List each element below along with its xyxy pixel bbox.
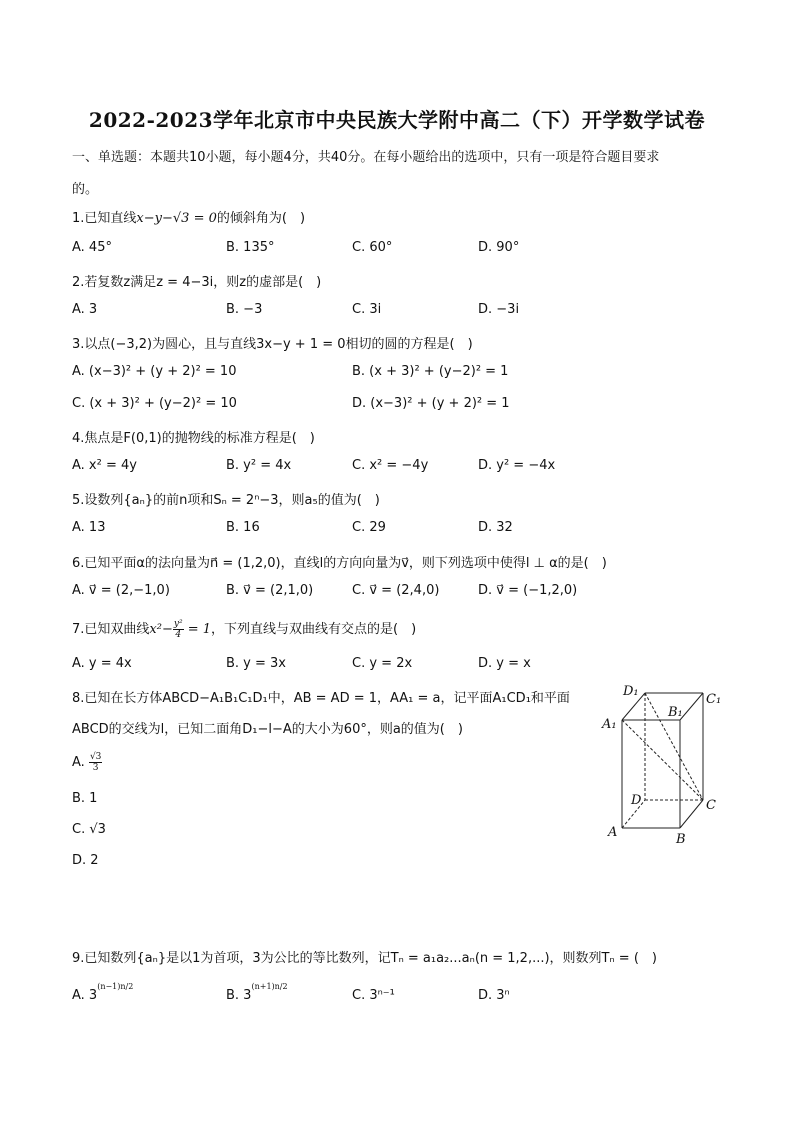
q9-option-d[interactable]: D. 3ⁿ bbox=[478, 988, 510, 1003]
fraction bbox=[173, 619, 184, 640]
q2-option-b[interactable]: B. −3 bbox=[226, 302, 263, 317]
question-3 bbox=[72, 333, 473, 352]
q8-option-a[interactable] bbox=[72, 752, 102, 773]
label-c1: C₁ bbox=[706, 692, 722, 707]
q4-option-b[interactable]: B. y² = 4x bbox=[226, 458, 292, 473]
section-instructions: 一、单选题：本题共10小题，每小题4分，共40分。在每小题给出的选项中，只有一项是符合题目要求 bbox=[72, 150, 660, 165]
question-5 bbox=[72, 489, 380, 508]
question-text-tail: 的倾斜角为( ) bbox=[216, 211, 306, 226]
cuboid-figure bbox=[600, 680, 730, 850]
question-number: 7. bbox=[72, 622, 85, 637]
question-9 bbox=[72, 947, 657, 966]
q7-option-a[interactable]: A. y = 4x bbox=[72, 656, 132, 671]
q6-option-d[interactable]: D. v⃗ = (−1,2,0) bbox=[478, 583, 578, 598]
question-7 bbox=[72, 618, 416, 640]
question-number: 9. bbox=[72, 951, 85, 966]
edge-b-c bbox=[680, 800, 703, 828]
q9-option-a[interactable] bbox=[72, 982, 133, 1003]
q8-option-d[interactable]: D. 2 bbox=[72, 853, 99, 868]
option-label: B. 3 bbox=[226, 988, 252, 1003]
diagonal-a1-c bbox=[622, 720, 703, 800]
q3-option-d[interactable]: D. (x−3)² + (y + 2)² = 1 bbox=[352, 396, 510, 411]
q7-option-c[interactable]: C. y = 2x bbox=[352, 656, 413, 671]
q1-option-a[interactable]: A. 45° bbox=[72, 240, 112, 255]
edge-b1-c1 bbox=[680, 693, 703, 720]
label-d1: D₁ bbox=[623, 684, 639, 699]
math-expression: x²− bbox=[149, 622, 173, 637]
math-expression: x−y−√3 = 0 bbox=[136, 211, 217, 226]
q4-option-c[interactable]: C. x² = −4y bbox=[352, 458, 429, 473]
fraction-numerator: √3 bbox=[89, 752, 102, 762]
label-a: A bbox=[608, 825, 618, 840]
question-number: 4. bbox=[72, 431, 85, 446]
q5-option-b[interactable]: B. 16 bbox=[226, 520, 260, 535]
exponent: (n+1)n/2 bbox=[251, 982, 288, 991]
label-c: C bbox=[706, 798, 716, 813]
question-number: 6. bbox=[72, 556, 85, 571]
question-number: 3. bbox=[72, 337, 85, 352]
q6-option-b[interactable]: B. v⃗ = (2,1,0) bbox=[226, 583, 314, 598]
q7-option-d[interactable]: D. y = x bbox=[478, 656, 531, 671]
question-text: 已知平面α的法向量为n⃗ = (1,2,0)，直线l的方向向量为v⃗，则下列选项中使得l ⊥ α的是( ) bbox=[84, 556, 607, 571]
exponent: (n−1)n/2 bbox=[97, 982, 134, 991]
question-text: 设数列{aₙ}的前n项和Sₙ = 2ⁿ−3，则a₅的值为( ) bbox=[84, 493, 380, 508]
question-text: 已知在长方体ABCD−A₁B₁C₁D₁中，AB = AD = 1，AA₁ = a，记平面A₁CD₁和平面 bbox=[84, 691, 570, 706]
q1-option-d[interactable]: D. 90° bbox=[478, 240, 520, 255]
question-8 bbox=[72, 687, 570, 706]
math-expression-tail: = 1 bbox=[183, 622, 211, 637]
label-d: D bbox=[631, 793, 642, 808]
question-text: 焦点是F(0,1)的抛物线的标准方程是( ) bbox=[84, 431, 315, 446]
q3-option-c[interactable]: C. (x + 3)² + (y−2)² = 10 bbox=[72, 396, 237, 411]
question-text: 已知双曲线 bbox=[84, 622, 150, 637]
q2-option-a[interactable]: A. 3 bbox=[72, 302, 98, 317]
question-4 bbox=[72, 427, 315, 446]
option-label: A. bbox=[72, 755, 85, 770]
question-text-tail: ，下列直线与双曲线有交点的是( ) bbox=[211, 622, 417, 637]
page-title: 2022-2023学年北京市中央民族大学附中高二（下）开学数学试卷 bbox=[88, 108, 706, 132]
question-text: 以点(−3,2)为圆心，且与直线3x−y + 1 = 0相切的圆的方程是( ) bbox=[84, 337, 473, 352]
q4-option-d[interactable]: D. y² = −4x bbox=[478, 458, 556, 473]
fraction-denominator: 3 bbox=[92, 763, 99, 773]
question-text: 若复数z满足z = 4−3i，则z的虚部是( ) bbox=[84, 275, 322, 290]
question-number: 5. bbox=[72, 493, 85, 508]
q6-option-a[interactable]: A. v⃗ = (2,−1,0) bbox=[72, 583, 170, 598]
fraction-numerator: y² bbox=[173, 619, 183, 629]
q8-option-b[interactable]: B. 1 bbox=[72, 791, 98, 806]
q1-option-b[interactable]: B. 135° bbox=[226, 240, 275, 255]
q8-option-c[interactable]: C. √3 bbox=[72, 822, 106, 837]
question-text: 已知直线 bbox=[84, 211, 137, 226]
fraction bbox=[89, 752, 102, 773]
q9-option-b[interactable] bbox=[226, 982, 288, 1003]
label-b: B bbox=[676, 832, 686, 847]
question-8-cont: ABCD的交线为l，已知二面角D₁−l−A的大小为60°，则a的值为( ) bbox=[72, 722, 463, 737]
q2-option-c[interactable]: C. 3i bbox=[352, 302, 382, 317]
fraction-denominator: 4 bbox=[175, 630, 182, 640]
q5-option-a[interactable]: A. 13 bbox=[72, 520, 106, 535]
question-1 bbox=[72, 207, 305, 226]
q3-option-a[interactable]: A. (x−3)² + (y + 2)² = 10 bbox=[72, 364, 237, 379]
q1-option-c[interactable]: C. 60° bbox=[352, 240, 393, 255]
question-number: 8. bbox=[72, 691, 85, 706]
question-6 bbox=[72, 552, 607, 571]
q2-option-d[interactable]: D. −3i bbox=[478, 302, 520, 317]
question-number: 2. bbox=[72, 275, 85, 290]
q5-option-c[interactable]: C. 29 bbox=[352, 520, 386, 535]
q4-option-a[interactable]: A. x² = 4y bbox=[72, 458, 137, 473]
section-instructions-cont: 的。 bbox=[72, 182, 99, 197]
option-label: A. 3 bbox=[72, 988, 98, 1003]
q3-option-b[interactable]: B. (x + 3)² + (y−2)² = 1 bbox=[352, 364, 509, 379]
label-a1: A₁ bbox=[602, 717, 617, 732]
label-b1: B₁ bbox=[668, 705, 683, 720]
q6-option-c[interactable]: C. v⃗ = (2,4,0) bbox=[352, 583, 440, 598]
q7-option-b[interactable]: B. y = 3x bbox=[226, 656, 286, 671]
question-2 bbox=[72, 271, 321, 290]
q5-option-d[interactable]: D. 32 bbox=[478, 520, 513, 535]
q9-option-c[interactable]: C. 3ⁿ⁻¹ bbox=[352, 988, 395, 1003]
question-number: 1. bbox=[72, 211, 85, 226]
question-text: 已知数列{aₙ}是以1为首项，3为公比的等比数列，记Tₙ = a₁a₂...aₙ(n = 1,2,...)，则数列Tₙ = ( ) bbox=[84, 951, 657, 966]
